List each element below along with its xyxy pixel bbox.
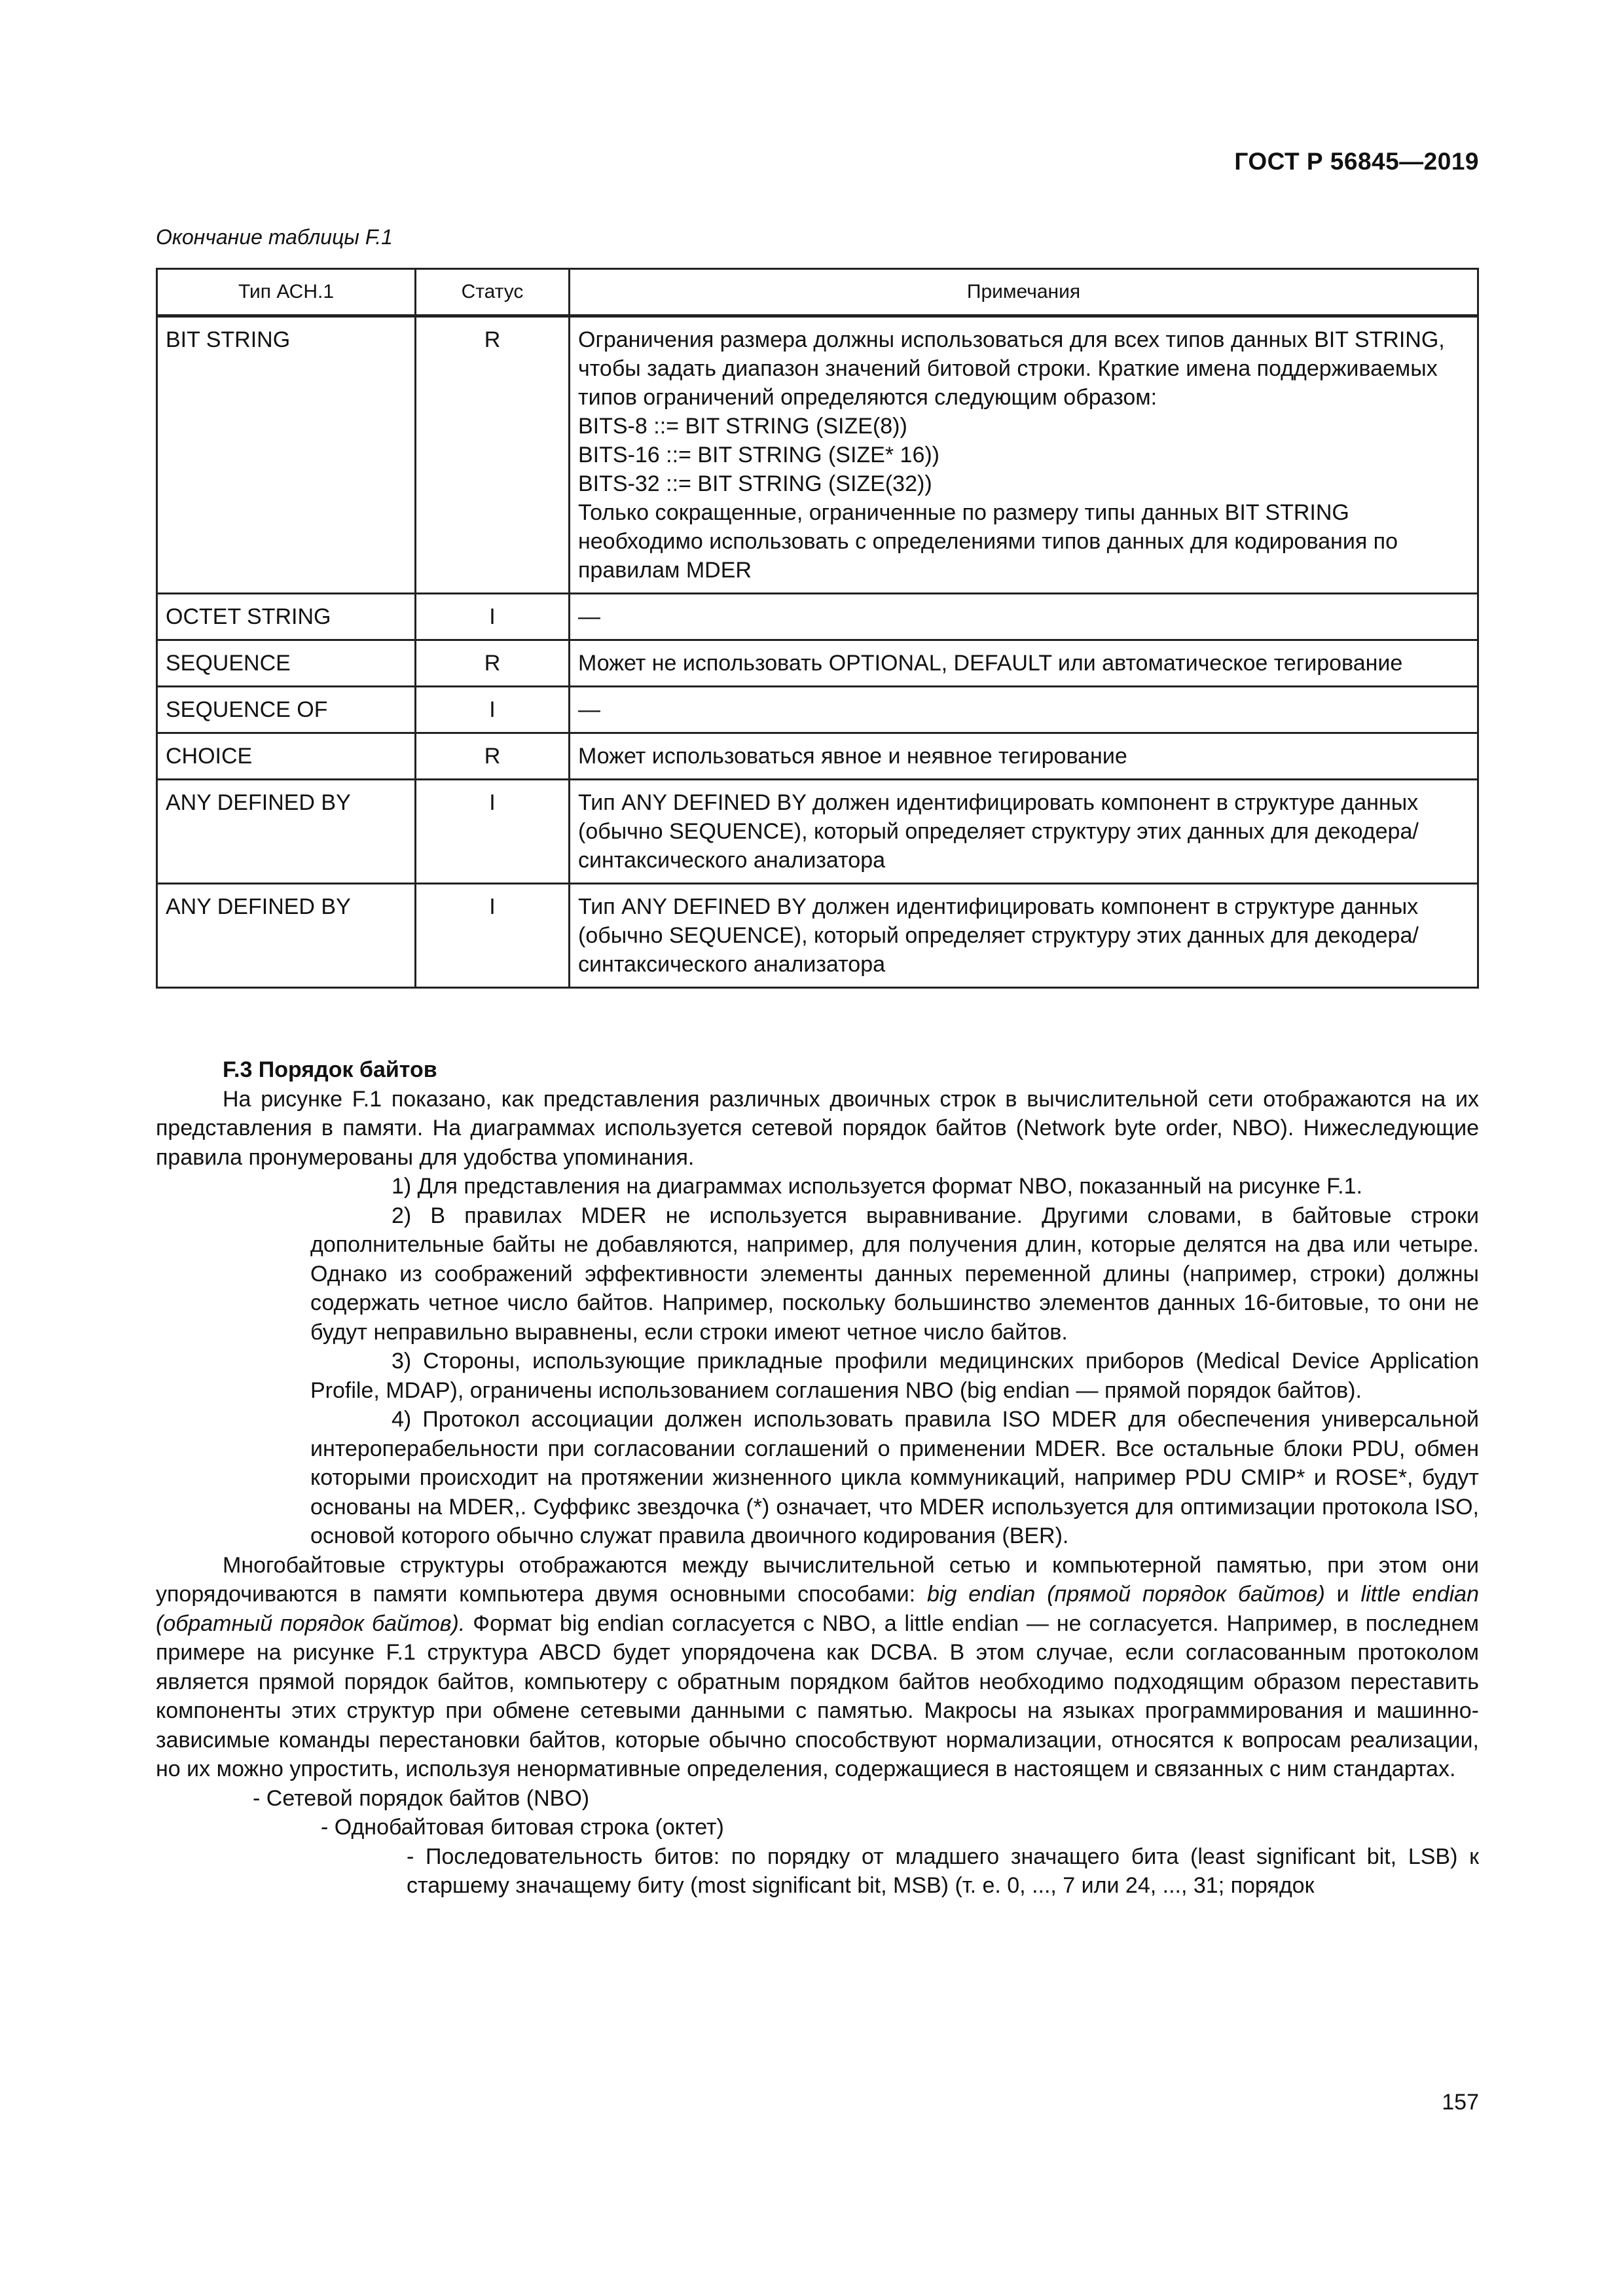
notes-cell: Может использоваться явное и неявное тегирование [570, 733, 1478, 780]
status-cell: I [416, 687, 570, 733]
rule-item: 3) Стороны, использующие прикладные профили медицинских приборов (Medical Device Application Profile, MDAP), ограничены использованием соглашения NBO (big endian — прямой порядок байтов). [310, 1349, 1479, 1403]
column-header-notes: Примечания [570, 269, 1478, 316]
notes-cell: Тип ANY DEFINED BY должен идентифицировать компонент в структуре данных (обычно SEQUENCE), который определяет структуру этих данных для декодера/синтаксического анализатора [570, 780, 1478, 884]
intro-paragraph: На рисунке F.1 показано, как представления различных двоичных строк в вычислительной сети отображаются на их представления в памяти. На диаграммах используется сетевой порядок байтов (Network byte order, NBO). Нижеследующие правила пронумерованы для удобства упоминания. [156, 1086, 1479, 1170]
status-cell: I [416, 780, 570, 884]
document-header-id: ГОСТ Р 56845—2019 [1234, 148, 1479, 175]
table-row [157, 884, 1478, 988]
type-cell: CHOICE [157, 733, 416, 780]
text-span: Многобайтовые структуры отображаются между вычислительной сетью и компьютерной памятью, при этом они упорядочиваются в памяти компьютера двумя основными способами: [156, 1552, 1479, 1607]
type-cell: SEQUENCE [157, 640, 416, 687]
status-cell: I [416, 594, 570, 640]
note-line: Только сокращенные, ограниченные по размеру типы данных BIT STRING необходимо использовать с определениями типов данных для кодирования по правилам MDER [578, 500, 1398, 583]
list-item-level-1: - Сетевой порядок байтов (NBO) [253, 1785, 590, 1811]
type-cell: ANY DEFINED BY [157, 884, 416, 988]
table-row [157, 640, 1478, 687]
table-row [157, 316, 1478, 594]
list-item-level-3: - Последовательность битов: по порядку от младшего значащего бита (least significant bit, LSB) к старшему значащему биту (most significant bit, MSB) (т. е. 0, ..., 7 или 24, ..., 31; порядок [407, 1844, 1479, 1898]
status-cell: R [416, 316, 570, 594]
rule-item: 2) В правилах MDER не используется выравнивание. Другими словами, в байтовые строки дополнительные байты не добавляются, например, для получения длин, которые делятся на два или четыре. Однако из соображений эффективности элементы данных переменной длины (например, строки) должны содержать четное число байтов. Например, поскольку большинство элементов данных 16-битовые, то они не будут неправильно выравнены, если строки имеют четное число байтов. [310, 1203, 1479, 1345]
asn1-types-table [156, 268, 1479, 989]
status-cell: R [416, 640, 570, 687]
page-number: 157 [1442, 2090, 1479, 2115]
byte-order-paragraph [156, 1551, 1479, 1784]
status-cell: I [416, 884, 570, 988]
notes-cell [570, 316, 1478, 594]
big-endian-term: big endian (прямой порядок байтов) [926, 1582, 1325, 1607]
rule-item: 1) Для представления на диаграммах используется формат NBO, показанный на рисунке F.1. [392, 1174, 1362, 1199]
note-line: BITS-8 ::= BIT STRING (SIZE(8)) [578, 414, 907, 439]
section-title: F.3 Порядок байтов [223, 1057, 437, 1082]
table-row [157, 687, 1478, 733]
section-body [156, 1055, 1479, 1901]
list-item-level-2: - Однобайтовая битовая строка (октет) [321, 1815, 724, 1840]
notes-cell: — [570, 594, 1478, 640]
type-cell: SEQUENCE OF [157, 687, 416, 733]
column-header-status: Статус [416, 269, 570, 316]
type-cell: OCTET STRING [157, 594, 416, 640]
table-header-row [157, 269, 1478, 316]
text-span: и [1324, 1582, 1361, 1607]
notes-cell: Может не использовать OPTIONAL, DEFAULT или автоматическое тегирование [570, 640, 1478, 687]
notes-cell: Тип ANY DEFINED BY должен идентифицировать компонент в структуре данных (обычно SEQUENCE), который определяет структуру этих данных для декодера/синтаксического анализатора [570, 884, 1478, 988]
status-cell: R [416, 733, 570, 780]
text-span: Формат big endian согласуется с NBO, a little endian — не согласуется. Например, в последнем примере на рисунке F.1 структура ABCD будет упорядочена как DCBA. В этом случае, если согласованным протоколом является прямой порядок байтов, компьютеру с обратным порядком байтов необходимо подходящим образом переставить компоненты этих структур при обмене сетевыми данными с памятью. Макросы на языках программирования и машинно-зависимые команды перестановки байтов, которые обычно способствуют нормализации, относятся к вопросам реализации, но их можно упростить, используя ненормативные определения, содержащиеся в настоящем и связанных с ним стандартах. [156, 1611, 1479, 1781]
table-row [157, 733, 1478, 780]
little-endian-term: little endian (обратный порядок байтов). [156, 1582, 1479, 1636]
rule-item: 4) Протокол ассоциации должен использовать правила ISO MDER для обеспечения универсальной интероперабельности при согласовании соглашений о применении MDER. Все остальные блоки PDU, обмен которыми происходит на протяжении жизненного цикла коммуникаций, например PDU CMIP* и ROSE*, будут основаны на MDER,. Суффикс звездочка (*) означает, что MDER используется для оптимизации протокола ISO, основой которого обычно служат правила двоичного кодирования (BER). [310, 1407, 1479, 1548]
type-cell: BIT STRING [157, 316, 416, 594]
note-line: BITS-32 ::= BIT STRING (SIZE(32)) [578, 471, 932, 496]
notes-cell: — [570, 687, 1478, 733]
type-cell: ANY DEFINED BY [157, 780, 416, 884]
column-header-type: Тип АСН.1 [157, 269, 416, 316]
table-row [157, 780, 1478, 884]
table-caption: Окончание таблицы F.1 [156, 225, 393, 249]
note-line: BITS-16 ::= BIT STRING (SIZE* 16)) [578, 443, 940, 467]
note-line: Ограничения размера должны использоваться для всех типов данных BIT STRING, чтобы задать диапазон значений битовой строки. Краткие имена поддерживаемых типов ограничений определяются следующим образом: [578, 327, 1445, 410]
table-row [157, 594, 1478, 640]
